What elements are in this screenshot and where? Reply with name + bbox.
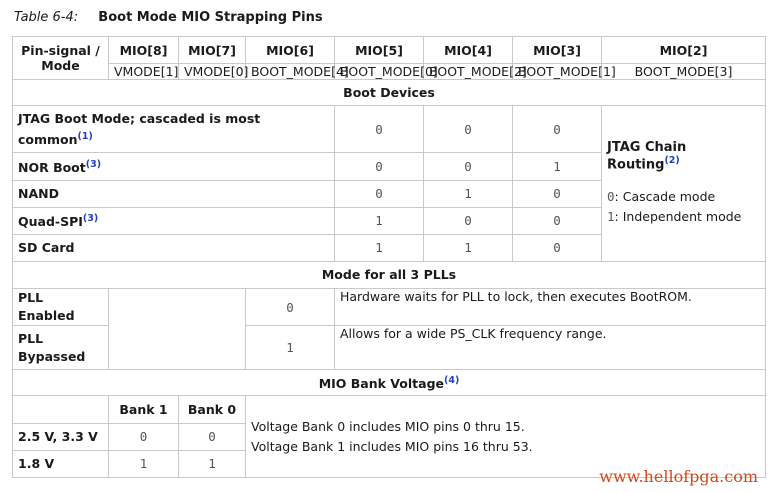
row-label: NAND [13, 180, 335, 207]
row-label: 1.8 V [13, 450, 109, 477]
mio5-value: 0 [335, 106, 424, 153]
col-mio8: MIO[8] [109, 37, 179, 64]
section-row [13, 80, 766, 106]
signal-mio8: VMODE[1] [109, 64, 179, 80]
table-title: Boot Mode MIO Strapping Pins [98, 10, 323, 25]
signal-mio4: BOOT_MODE[2] [424, 64, 513, 80]
bank0-header: Bank 0 [179, 396, 246, 423]
section-row [13, 370, 766, 396]
pll-mode-heading: Mode for all 3 PLLs [13, 261, 766, 288]
col-mio4: MIO[4] [424, 37, 513, 64]
mio3-value: 0 [513, 207, 602, 234]
row-label: NOR Boot$^{(3)}$ [13, 153, 335, 180]
section-row [13, 261, 766, 288]
header-row [13, 37, 766, 64]
jtag-chain-routing-cell [602, 106, 766, 262]
mio3-value: 0 [513, 180, 602, 207]
mio3-value: 0 [513, 234, 602, 261]
mio4-value: 1 [424, 234, 513, 261]
bank1-value: 0 [109, 423, 179, 450]
watermark: www.hellofpga.com [599, 467, 758, 486]
jtag-option-cascade: 0: Cascade mode [607, 188, 716, 204]
col-mio7: MIO[7] [179, 37, 246, 64]
signal-mio7: VMODE[0] [179, 64, 246, 80]
row-label: 2.5 V, 3.3 V [13, 423, 109, 450]
mio6-value: 1 [246, 326, 335, 370]
table-row [13, 106, 766, 153]
col-mio6: MIO[6] [246, 37, 335, 64]
pin-signal-mode-header: Pin-signal / Mode [13, 37, 109, 80]
bank-voltage-description [246, 396, 766, 478]
table-row [13, 396, 766, 423]
row-label: PLL Bypassed [13, 326, 109, 370]
mio5-value: 0 [335, 180, 424, 207]
mio4-value: 0 [424, 207, 513, 234]
bank0-value: 0 [179, 423, 246, 450]
row-label: JTAG Boot Mode; cascaded is most common$^{(1)}$ [13, 106, 335, 153]
signal-mio5: BOOT_MODE[0] [335, 64, 424, 80]
boot-mode-table [12, 36, 766, 478]
row-label: PLL Enabled [13, 289, 109, 326]
bank0-value: 1 [179, 450, 246, 477]
bank1-desc: Voltage Bank 1 includes MIO pins 16 thru 53. [251, 438, 533, 454]
mio5-value: 1 [335, 234, 424, 261]
row-label: SD Card [13, 234, 335, 261]
jtag-option-independent: 1: Independent mode [607, 208, 742, 224]
mio4-value: 0 [424, 153, 513, 180]
mio5-value: 0 [335, 153, 424, 180]
jtag-chain-title: JTAG Chain Routing$^{(2)}$ [607, 140, 687, 173]
col-mio5: MIO[5] [335, 37, 424, 64]
table-row [13, 289, 766, 326]
signal-row [13, 64, 766, 80]
table-caption [14, 10, 323, 25]
boot-devices-heading: Boot Devices [13, 80, 766, 106]
empty-cell [13, 396, 109, 423]
pll-description: Hardware waits for PLL to lock, then executes BootROM. [335, 289, 766, 326]
col-mio2: MIO[2] [602, 37, 766, 64]
mio3-value: 1 [513, 153, 602, 180]
col-mio3: MIO[3] [513, 37, 602, 64]
bank0-desc: Voltage Bank 0 includes MIO pins 0 thru 15. [251, 418, 525, 434]
mio-bank-voltage-heading: MIO Bank Voltage$^{(4)}$ [13, 370, 766, 396]
mio3-value: 0 [513, 106, 602, 153]
empty-cell [109, 289, 246, 370]
bank1-header: Bank 1 [109, 396, 179, 423]
table-number: Table 6-4: [14, 10, 79, 25]
bank1-value: 1 [109, 450, 179, 477]
mio4-value: 1 [424, 180, 513, 207]
signal-mio2: BOOT_MODE[3] [602, 64, 766, 80]
row-label: Quad-SPI$^{(3)}$ [13, 207, 335, 234]
signal-mio6: BOOT_MODE[4] [246, 64, 335, 80]
mio4-value: 0 [424, 106, 513, 153]
pll-description: Allows for a wide PS_CLK frequency range. [335, 326, 766, 370]
mio6-value: 0 [246, 289, 335, 326]
signal-mio3: BOOT_MODE[1] [513, 64, 602, 80]
mio5-value: 1 [335, 207, 424, 234]
